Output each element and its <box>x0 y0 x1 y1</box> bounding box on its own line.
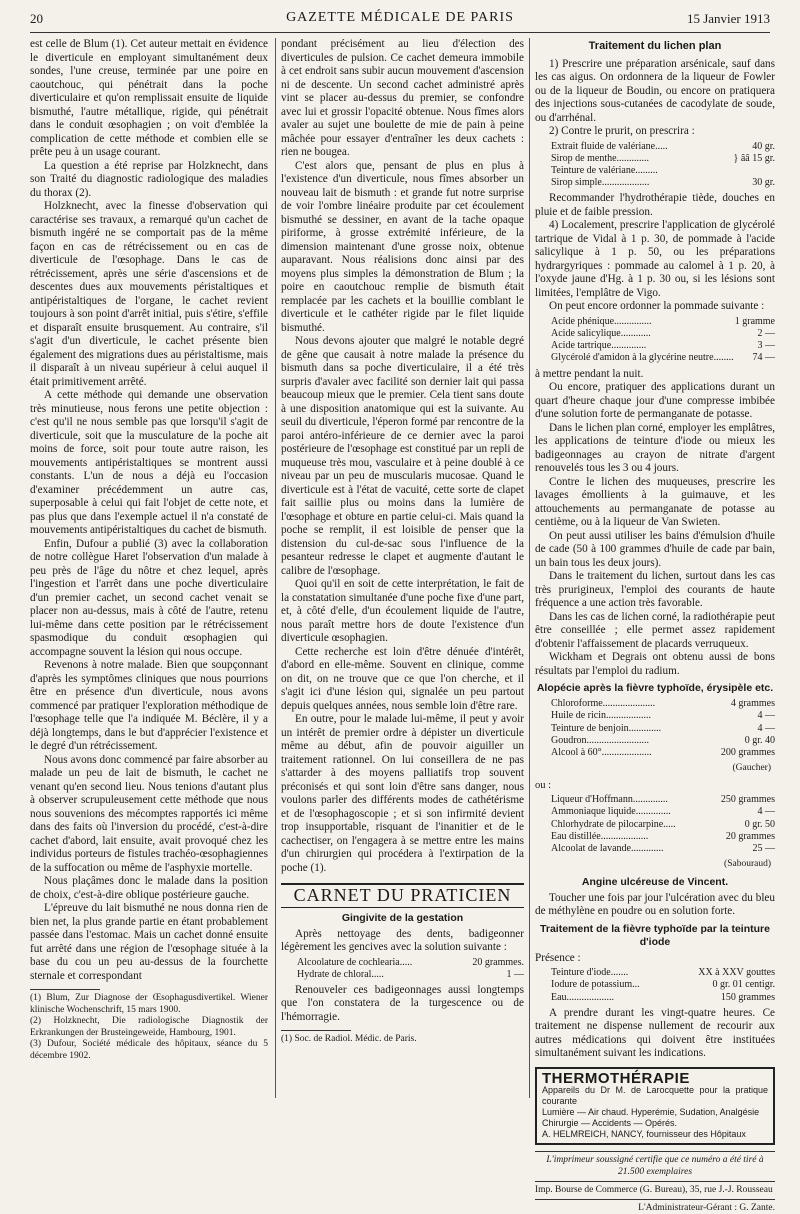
rx-quantity: 0 gr. 50 <box>744 818 775 830</box>
rx-ingredient: Alcoolature de cochlearia..... <box>297 956 413 968</box>
recipe-text: On peut aussi utiliser les bains d'émulsion d'huile de cade (50 à 100 grammes d'huile de cade par bain, un bain tous les deux jours). <box>535 529 775 569</box>
article-paragraph: Cette recherche est loin d'être dénuée d'intérêt, d'abord en elle-même. Souvent en clinique, comme on dit, on ne trouve que ce que l'on cherche, et il s'agit ici d'une lésion qui, signalée un peu partout depuis quelques années, nous semble loin d'être rare. <box>281 645 524 712</box>
recipe-text: Toucher une fois par jour l'ulcération avec du bleu de méthylène en poudre ou en solution forte. <box>535 891 775 918</box>
rx-quantity: 4 grammes <box>730 698 775 710</box>
article-paragraph: Nous plaçâmes donc le malade dans la position de choix, c'est-à-dire oblique postérieure gauche. <box>30 875 268 901</box>
prescription <box>551 316 775 365</box>
footnote-rule <box>281 1030 351 1031</box>
recipe-title: Angine ulcéreuse de Vincent. <box>581 875 729 888</box>
journal-title: GAZETTE MÉDICALE DE PARIS <box>286 10 514 25</box>
rx-ingredient: Teinture de benjoin............. <box>551 722 662 734</box>
rx-quantity: 2 — <box>757 328 775 340</box>
rx-quantity: 40 gr. <box>752 140 775 152</box>
ad-brand: THERMOTHÉRAPIE <box>542 1069 690 1087</box>
prescription <box>551 794 775 855</box>
ad-line: Appareils du Dr M. de Larocquette pour la pratique courante <box>542 1085 768 1107</box>
rx-quantity: 0 gr. 40 <box>744 734 775 746</box>
prescription <box>551 141 775 190</box>
recipe-text: A prendre durant les vingt-quatre heures. Ce traitement ne dispense nullement de recourir aux autres médications qui doivent être instituées simultanément suivant les indications. <box>535 1006 775 1060</box>
issue-date: 15 Janvier 1913 <box>686 11 770 26</box>
article-paragraph: Quoi qu'il en soit de cette interprétation, le fait de la constatation simultanée d'une poche fixe d'une part, et, à côté d'elle, d'un écoulement liquide de l'autre, nous paraît mettre hors de doute l'existence d'un diverticule œsophagien. <box>281 578 524 644</box>
rx-quantity: XX à XXV gouttes <box>698 967 775 979</box>
prescription <box>551 967 775 1004</box>
section-title-carnet: CARNET DU PRATICIEN <box>281 883 524 908</box>
rx-quantity: 1 — <box>506 968 524 980</box>
recipe-title: Traitement de la fièvre typhoïde par la teinture d'iode <box>540 922 770 948</box>
prescription-author: (Gaucher) <box>732 763 771 774</box>
rx-ingredient: Acide salicylique............ <box>551 328 651 340</box>
ad-line: Lumière — Air chaud. Hyperémie, Sudation, Analgésie <box>542 1107 760 1118</box>
footnote: (2) Holzknecht, Die radiologische Diagnostik der Erkrankungen der Brusteingeweide, Hambourg, 1901. <box>30 1016 268 1038</box>
rx-ingredient: Huile de ricin.................. <box>551 710 651 722</box>
advertisement <box>535 1067 775 1146</box>
article-paragraph: Revenons à notre malade. Bien que soupçonnant d'après les symptômes cliniques que nous pourrions être en présence d'un diverticule, nous avons commencé par pratiquer l'exploration méthodique de l'œsophage telle que l'a indiquée M. Béclère, il y a déjà longtemps, dans le but d'apprécier l'existence et le degré d'un rétrécissement. <box>30 659 268 752</box>
rx-ingredient: Teinture d'iode....... <box>551 967 629 979</box>
rx-quantity: 1 gramme <box>734 315 775 327</box>
recipe-text: Dans les cas de lichen corné, la radiothérapie peut être conseillée ; elle permet assez rapidement d'obtenir l'affaissement de placards verruqueux. <box>535 610 775 650</box>
rx-quantity: 200 grammes <box>720 746 775 758</box>
column-middle <box>281 38 524 1108</box>
rx-quantity: 4 — <box>757 722 775 734</box>
alternative-label: ou : <box>535 779 552 791</box>
ad-line: Chirurgie — Accidents — Opérés. <box>542 1118 678 1129</box>
rx-quantity: 20 grammes. <box>472 956 524 968</box>
rx-ingredient: Ammoniaque liquide.............. <box>551 806 671 818</box>
recipe-text: On peut encore ordonner la pommade suivante : <box>549 300 765 313</box>
article-paragraph: A cette méthode qui demande une observation très minutieuse, nous ferons une petite objection : c'est qu'il ne nous semble pas que lorsqu'il s'agit de diverticule, soit que la musculature de la poche ait moins de force, soit pour toute autre raison, les mouvements antipéristaltiques se montrent aussi constants. L'un de nous a déjà eu l'occasion d'examiner précédemment un autre cas, superposable à celui qui fait l'objet de cette note, et pas plus que dans l'exemple actuel il n'a constaté de mouvements antipéristaltiques du cachet de bismuth. <box>30 389 268 536</box>
rx-quantity: 0 gr. 01 centigr. <box>712 979 775 991</box>
article-paragraph: La question a été reprise par Holzknecht, dans son Traité du diagnostic radiologique des maladies du thorax (2). <box>30 159 268 199</box>
column-right <box>535 38 775 1214</box>
recipe-text: Ou encore, pratiquer des applications durant un quart d'heure chaque jour d'une compresse imbibée d'une solution forte de permanganate de potasse. <box>535 381 775 421</box>
rx-ingredient: Chloroforme..................... <box>551 698 656 710</box>
article-paragraph: C'est alors que, pensant de plus en plus à l'existence d'un diverticule, nous fîmes absorber un nouveau lait de bismuth : et grande fut notre surprise de voir l'ombre linéaire produite par cet écoulement bismuthé se dessiner, en avant de la tache opaque piriforme, à grosse extrémité inférieure, de la dimension maintenant d'une grosse noix, obtenue auparavant. Nous réalisions donc ainsi par des moyens plus simples la démonstration de Blum ; la poire en caoutchouc remplie de bismuth était remplacée par les cachets et la bouillie comblant le diverticule et le cathéter rigide par le filet liquide bismuthé. <box>281 159 524 334</box>
prescription <box>551 698 775 759</box>
column-left <box>30 38 268 1070</box>
rx-quantity: 25 — <box>752 842 775 854</box>
article-paragraph: En outre, pour le malade lui-même, il peut y avoir un intérêt de premier ordre à dépister un diverticule même au début, afin de pouvoir aiguiller un traitement rationnel. On lui conseillera de ne pas s'attarder à des moyens palliatifs trop souvent préconisés et qui sont loin d'être sans danger, nous voulons parler des différents modes de cathétérisme et de l'œsophagoscopie ; et si son infirmité devient trop insupportable, risquant de l'inanitier et de le cachectiser, on l'engagera à se mettre entre les mains d'un chirurgien qui procédera à l'extirpation de la poche (1). <box>281 713 524 874</box>
footnote: (1) Blum, Zur Diagnose der Œsophagusdivertikel. Wiener klinische Wochenschrift, 15 mars 1900. <box>30 993 268 1015</box>
rx-ingredient: Liqueur d'Hoffmann.............. <box>551 794 668 806</box>
rx-ingredient: Eau distillée................... <box>551 830 649 842</box>
recipe-title: Alopécie après la fièvre typhoïde, érysipèle etc. <box>536 682 774 695</box>
column-divider <box>529 38 530 1098</box>
footnote: (1) Soc. de Radiol. Médic. de Paris. <box>281 1034 417 1045</box>
rx-ingredient: Teinture de valériane......... <box>551 164 658 176</box>
article-paragraph: L'épreuve du lait bismuthé ne nous donna rien de bien net, la plus grande partie en étant probablement passée dans l'estomac. Mais un cachet donné ensuite fut arrêté dans une région de l'œsophage située à la base du cou un peu au-dessus de la fourchette sternale et correspondant <box>30 902 268 982</box>
footnote: (3) Dufour, Société médicale des hôpitaux, séance du 5 décembre 1902. <box>30 1039 268 1061</box>
rx-ingredient: Alcoolat de lavande............. <box>551 842 664 854</box>
prescription-author: (Sabouraud) <box>724 859 771 870</box>
rx-ingredient: Hydrate de chloral..... <box>297 968 384 980</box>
recipe-title: Traitement du lichen plan <box>588 40 722 52</box>
recipe-text: à mettre pendant la nuit. <box>535 367 644 380</box>
rx-quantity: 30 gr. <box>752 177 775 189</box>
article-paragraph: Nous devons ajouter que malgré le notable degré de gêne que causait à notre malade la présence du bismuth dans sa poche diverticulaire, il a été très surpris d'avaler avec facilité son dernier lait qui passa beaucoup mieux que le premier. Cela tient sans doute à une disposition anatomique qui est la suivante. Au seuil du diverticule, l'éperon formé par rencontre de la paroi antéro-inférieure de ce dernier avec la paroi postérieure de l'œsophage est constitué par un repli de muqueuse très mou, vasculaire et à peine doublé à ce niveau par un peu de muscularis mucosae. Quand le diverticule est à l'état de vacuité, cette sorte de clapet fait saillie plus ou moins dans la lumière de l'œsophage et obture en partie celui-ci. Mais quand la poche se remplit, il est loisible de penser que la distension du cul-de-sac sous l'influence de la pesanteur redresse le clapet et augmente d'autant le calibre de l'œsophage. <box>281 335 524 577</box>
ad-line: A. HELMREICH, NANCY, fournisseur des Hôpitaux <box>542 1129 746 1140</box>
article-paragraph: pondant précisément au lieu d'élection des diverticules de pulsion. Ce cachet demeura immobile à cet endroit sans subir aucun mouvement d'ascension ni de descente. Un second cachet administré après vint se placer au-dessus du premier, se confondre avec lui et grossir l'opacité obtenue. Nous fîmes alors avaler au sujet une boulette de mie de pain à peine mâchée pour essayer d'entraîner les deux cachets : rien ne bougea. <box>281 38 524 158</box>
recipe-text: Contre le lichen des muqueuses, prescrire les lavages émollients à la guimauve, et les attouchements au permanganate de potasse au centième, ou à la liqueur de Van Swieten. <box>535 475 775 529</box>
manager-line: L'Administrateur-Gérant : G. Zante. <box>535 1199 775 1214</box>
footnote-rule <box>30 989 100 990</box>
recipe-text: Renouveler ces badigeonnages aussi longtemps que l'on constatera de la turgescence ou de l'hémorragie. <box>281 983 524 1023</box>
rx-ingredient: Glycérolé d'amidon à la glycérine neutre........ <box>551 352 734 364</box>
recipe-text: 1) Prescrire une préparation arsénicale, sauf dans les cas aigus. On ordonnera de la liqueur de Fowler ou de la liqueur de Boudin, ou encore on pratiquera des injections sous-cutanées de cacodylate de soude, ou d'arrhénal. <box>535 57 775 124</box>
rx-quantity: 3 — <box>757 340 775 352</box>
recipe-title: Gingivite de la gestation <box>341 911 464 924</box>
recipe-text: Après nettoyage des dents, badigeonner légèrement les gencives avec la solution suivante : <box>281 927 524 953</box>
page-header <box>30 8 770 30</box>
recipe-text: Dans le lichen plan corné, employer les emplâtres, les applications de teinture d'iode ou mieux les badigeonnages au crayon de nitrate d'argent renouvelés tous les 3 ou 4 jours. <box>535 421 775 475</box>
rx-ingredient: Acide phénique............... <box>551 315 652 327</box>
rx-quantity: 250 grammes <box>720 794 775 806</box>
rx-quantity: } ââ 15 gr. <box>733 152 775 164</box>
article-paragraph: Nous avons donc commencé par faire absorber au malade un peu de lait de bismuth, le cachet ne venant qu'en second lieu. Nous tenions d'autant plus à observer scrupuleusement cette méthode que nous nous souvenions des mécomptes rapportés ici même dans des faits où l'inversion du procédé, c'est-à-dire cachet d'abord, lait ensuite, avait provoqué chez les individus porteurs de fistules trachéo-œsophagiennes de la suffocation ou même de l'asphyxie mortelle. <box>30 753 268 874</box>
rx-quantity <box>771 165 775 177</box>
recipe-text: 4) Localement, prescrire l'application de glycérolé tartrique de Vidal à 1 p. 30, de pommade à l'acide salicylique à 1 p. 50, ou les préparations hydrargyriques : pommade au calomel à 1 p. 20, à l'oxyde jaune d'Hg. à 1 p. 30 ou, si les lésions sont limitées, l'emplâtre de Vigo. <box>535 219 775 299</box>
rx-quantity: 4 — <box>757 710 775 722</box>
rx-ingredient: Extrait fluide de valériane..... <box>551 140 668 152</box>
rx-ingredient: Alcool à 60°.................... <box>551 746 652 758</box>
article-paragraph: Holzknecht, avec la finesse d'observation qui caractérise ses travaux, a remarqué qu'un cachet de bismuth ingéré ne se comportait pas de la même façon en cas de rétrécissement ou en cas de diverticule de l'œsophage. Dans le cas de rétrécissement, après une série d'ascensions et de descentes dues aux mouvements péristaltiques et antipéristaltiques de l'organe, le cachet revient toujours à son point d'arrêt initial, puis s'étire, s'effile et disparaît ensuite brusquement. Au contraire, s'il s'agit d'un diverticule, le cachet présente bien également des migrations dues au péristaltisme, mais il disparaît à un niveau supérieur à celui auquel il était primitivement arrêté. <box>30 200 268 388</box>
rx-ingredient: Acide tartrique.............. <box>551 340 647 352</box>
header-rule <box>30 32 770 33</box>
recipe-text: 2) Contre le prurit, on prescrira : <box>549 125 695 137</box>
article-paragraph: Enfin, Dufour a publié (3) avec la collaboration de notre collègue Haret l'observation d'un malade à peu près de l'âge du nôtre et chez lequel, après l'ingestion et l'arrêt dans une poche diverticulaire d'un premier cachet, un second cachet venait se placer non au-dessus, mais à côté de l'autre, retenu lui-même dans cette position par le rétrécissement spasmodique du conduit œsophagien qui accompagne souvent la lésion qui nous occupe. <box>30 537 268 658</box>
rx-quantity: 4 — <box>757 806 775 818</box>
recipe-text: Présence : <box>535 951 581 964</box>
rx-quantity: 74 — <box>752 352 775 364</box>
rx-ingredient: Eau................... <box>551 991 615 1003</box>
print-certificate: L'imprimeur soussigné certifie que ce numéro a été tiré à 21.500 exemplaires <box>535 1151 775 1178</box>
rx-ingredient: Sirop simple................... <box>551 177 650 189</box>
rx-quantity: 150 grammes <box>720 991 775 1003</box>
rx-quantity: 20 grammes <box>725 830 775 842</box>
printer-line: Imp. Bourse de Commerce (G. Bureau), 35, rue J.-J. Rousseau <box>535 1181 775 1196</box>
prescription <box>297 957 524 981</box>
recipe-text: Recommander l'hydrothérapie tiède, douches en pluie et de faible pression. <box>535 192 775 218</box>
rx-ingredient: Chlorhydrate de pilocarpine..... <box>551 818 676 830</box>
rx-ingredient: Iodure de potassium... <box>551 979 640 991</box>
recipe-text: Wickham et Degrais ont obtenu aussi de bons résultats par l'emploi du radium. <box>535 651 775 677</box>
page-number: 20 <box>30 11 43 26</box>
recipe-text: Dans le traitement du lichen, surtout dans les cas très prurigineux, l'emploi des courants de haute fréquence a une action très favorable. <box>535 570 775 610</box>
article-paragraph: est celle de Blum (1). Cet auteur mettait en évidence le diverticule en employant simultanément deux sondes, l'une creuse, terminée par une poire en caoutchouc, qui pénétrait dans la poche diverticulaire et qu'on remplissait ensuite de liquide bismuthé, l'autre métallique, rigide, qui pénétrait dans le conduit œsophagien ; on voit d'emblée la complication de cette méthode et combien elle se prête peu à un usage courant. <box>30 38 268 158</box>
column-divider <box>275 38 276 1098</box>
rx-ingredient: Goudron......................... <box>551 734 650 746</box>
rx-ingredient: Sirop de menthe............. <box>551 152 650 164</box>
